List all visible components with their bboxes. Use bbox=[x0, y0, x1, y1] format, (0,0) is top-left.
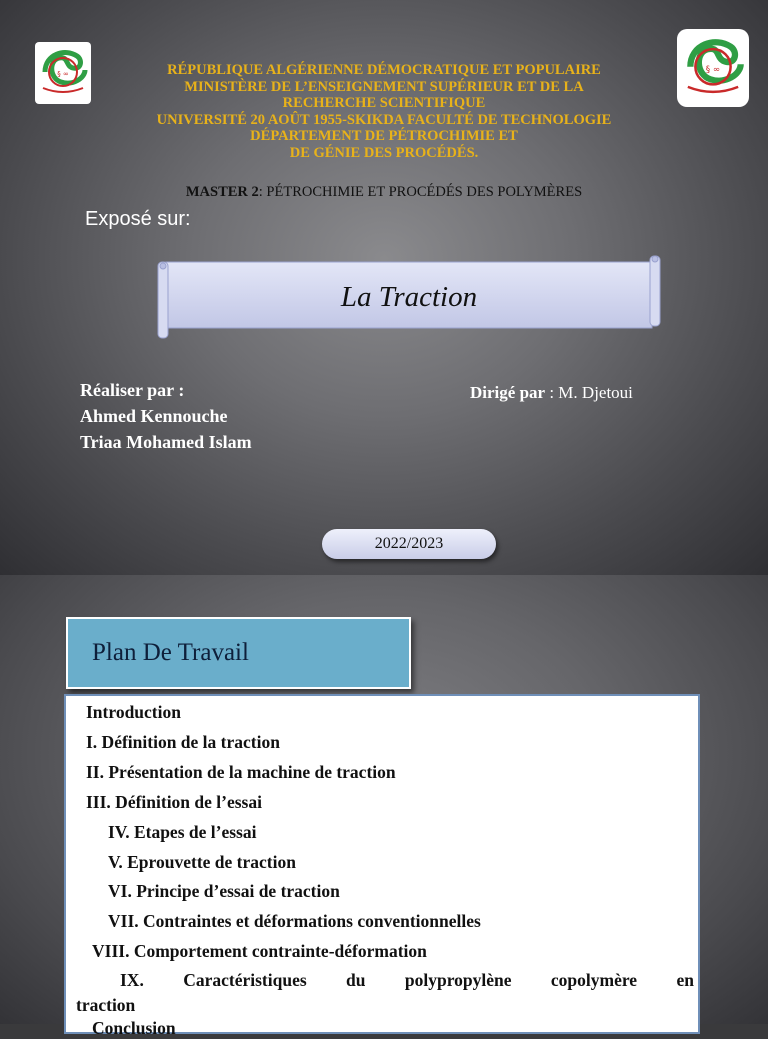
authors-label: Réaliser par : bbox=[80, 380, 185, 400]
plan-item: II. Présentation de la machine de traction bbox=[86, 762, 396, 782]
svg-text:§ ∞: § ∞ bbox=[57, 70, 69, 78]
plan-word: en bbox=[676, 970, 694, 990]
author-name: Ahmed Kennouche bbox=[80, 406, 228, 426]
plan-word: Caractéristiques bbox=[183, 970, 307, 990]
plan-item: V. Eprouvette de traction bbox=[108, 852, 296, 872]
plan-item: VIII. Comportement contrainte-déformation bbox=[92, 941, 427, 961]
academic-year-badge: 2022/2023 bbox=[322, 529, 496, 559]
plan-word: polypropylène bbox=[404, 970, 512, 990]
plan-title: Plan De Travail bbox=[92, 639, 249, 666]
plan-item: I. Définition de la traction bbox=[86, 732, 280, 752]
header-line: RÉPUBLIQUE ALGÉRIENNE DÉMOCRATIQUE ET POPULAIRE bbox=[167, 62, 601, 78]
authors-block bbox=[80, 377, 252, 455]
director-label: Dirigé par bbox=[470, 383, 546, 402]
plan-item: Introduction bbox=[86, 702, 181, 722]
header-line: MINISTÈRE DE L’ENSEIGNEMENT SUPÉRIEUR ET DE LA bbox=[184, 78, 584, 95]
presentation-title: La Traction bbox=[340, 280, 478, 313]
header-line: UNIVERSITÉ 20 AOÛT 1955-SKIKDA FACULTÉ DE TECHNOLOGIE bbox=[156, 111, 612, 128]
university-logo-right bbox=[677, 29, 749, 107]
plan-item: III. Définition de l’essai bbox=[86, 792, 262, 812]
plan-item-ix-line bbox=[76, 968, 694, 993]
director-block bbox=[470, 383, 633, 403]
scroll-shape bbox=[156, 254, 662, 340]
master-text: : PÉTROCHIMIE ET PROCÉDÉS DES POLYMÈRES bbox=[258, 184, 583, 200]
plan-content-box bbox=[64, 694, 700, 1038]
plan-item: VI. Principe d’essai de traction bbox=[108, 881, 340, 901]
master-label: MASTER 2 bbox=[185, 184, 259, 200]
author-name: Triaa Mohamed Islam bbox=[80, 432, 252, 452]
title-scroll-banner bbox=[156, 254, 662, 340]
svg-text:§ ∞: § ∞ bbox=[705, 64, 721, 75]
header-line: RECHERCHE SCIENTIFIQUE bbox=[282, 95, 486, 111]
plan-title-box bbox=[66, 617, 411, 689]
university-logo-icon bbox=[35, 42, 91, 104]
plan-word: du bbox=[346, 970, 366, 990]
plan-item: Conclusion bbox=[92, 1018, 176, 1038]
expose-label: Exposé sur: bbox=[85, 208, 191, 230]
header-line: DE GÉNIE DES PROCÉDÉS. bbox=[289, 144, 479, 161]
plan-word: copolymère bbox=[550, 970, 638, 990]
plan-item-ix-end: traction bbox=[76, 995, 136, 1015]
plan-item-ix bbox=[76, 968, 694, 1018]
master-program bbox=[0, 184, 768, 201]
plan-item: VII. Contraintes et déformations conventionnelles bbox=[108, 911, 481, 931]
header-line: DÉPARTEMENT DE PÉTROCHIMIE ET bbox=[250, 128, 518, 144]
university-logo-left bbox=[35, 42, 91, 104]
plan-slide bbox=[0, 575, 768, 1038]
director-name: : M. Djetoui bbox=[545, 383, 633, 402]
university-logo-icon bbox=[677, 29, 749, 107]
plan-word: IX. bbox=[120, 970, 144, 990]
institution-header bbox=[100, 62, 668, 161]
plan-item: IV. Etapes de l’essai bbox=[108, 822, 257, 842]
